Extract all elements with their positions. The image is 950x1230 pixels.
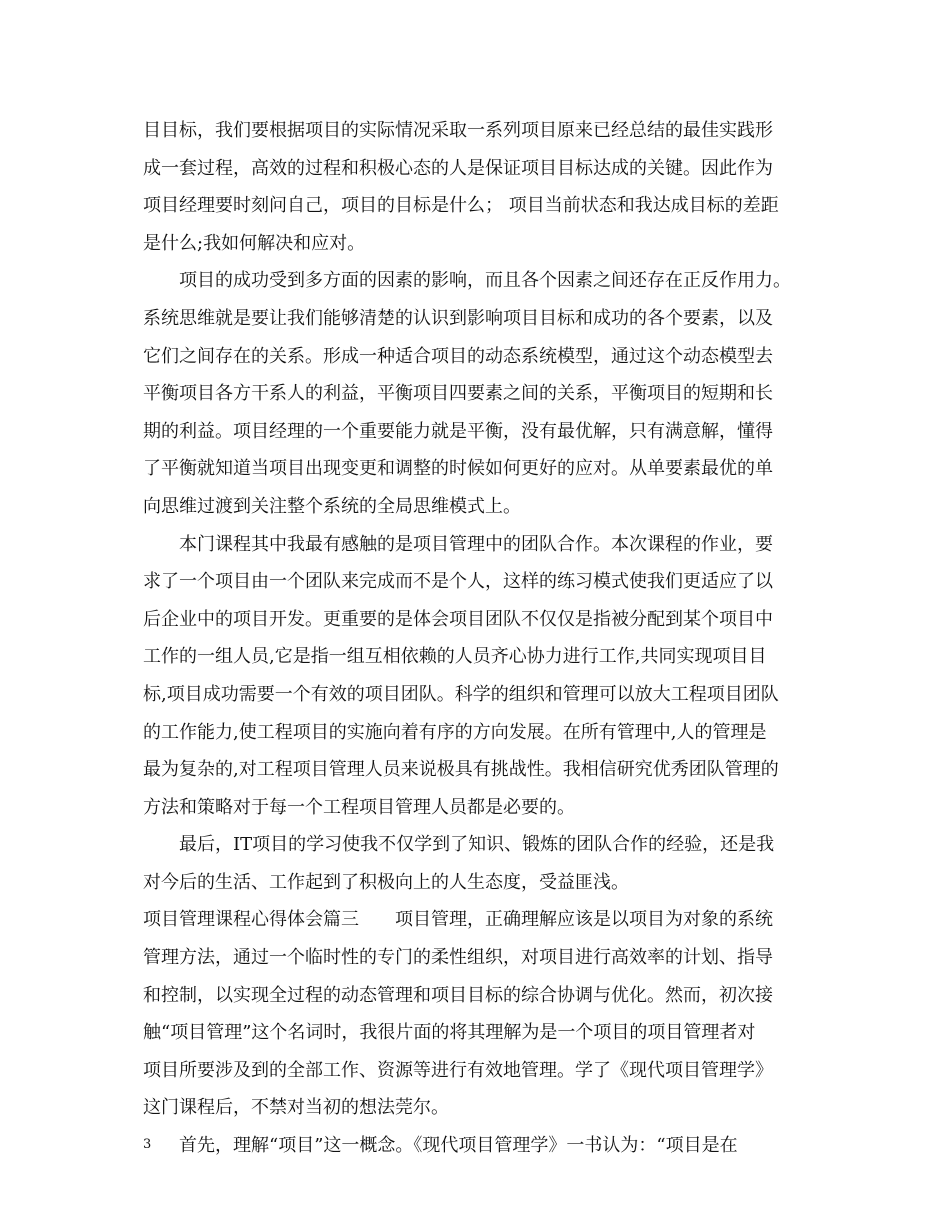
text-line-18: 最为复杂的,对工程项目管理人员来说极具有挑战性。我相信研究优秀团队管理的 [143,759,779,781]
text-line-19: 方法和策略对于每一个工程项目管理人员都是必要的。 [143,796,575,818]
text-line-8: 平衡项目各方干系人的利益，平衡项目四要素之间的关系，平衡项目的短期和长 [143,383,773,405]
section-first-text: 项目管理，正确理解应该是以项目为对象的系统 [395,909,773,931]
text-line-2: 成一套过程，高效的过程和积极心态的人是保证项目目标达成的关键。因此作为 [143,157,773,179]
paragraph-start-line-20: 最后，IT项目的学习使我不仅学到了知识、锻炼的团队合作的经验，还是我 [179,834,775,856]
text-line-17: 的工作能力,使工程项目的实施向着有序的方向发展。在所有管理中,人的管理是 [143,721,767,743]
document-body [143,112,815,1165]
text-line-14: 后企业中的项目开发。更重要的是体会项目团队不仅仅是指被分配到某个项目中 [143,608,773,630]
section-heading-line [143,901,815,939]
paragraph-start-line-28: 首先，理解“项目”这一概念。《现代项目管理学》一书认为：“项目是在 [179,1135,738,1157]
text-line-7: 它们之间存在的关系。形成一种适合项目的动态系统模型，通过这个动态模型去 [143,345,773,367]
paragraph-start-line-12: 本门课程其中我最有感触的是项目管理中的团队合作。本次课程的作业，要 [179,533,773,555]
text-line-26: 项目所要涉及到的全部工作、资源等进行有效地管理。学了《现代项目管理学》 [143,1059,773,1081]
text-line-9: 期的利益。项目经理的一个重要能力就是平衡，没有最优解，只有满意解，懂得 [143,420,773,442]
text-line-6: 系统思维就是要让我们能够清楚的认识到影响项目目标和成功的各个要素，以及 [143,307,773,329]
text-line-21: 对今后的生活、工作起到了积极向上的人生态度，受益匪浅。 [143,871,629,893]
text-line-23: 管理方法，通过一个临时性的专门的柔性组织，对项目进行高效率的计划、指导 [143,947,773,969]
text-line-24: 和控制，以实现全过程的动态管理和项目目标的综合协调与优化。然而，初次接 [143,984,773,1006]
text-line-16: 标,项目成功需要一个有效的项目团队。科学的组织和管理可以放大工程项目团队 [143,683,779,705]
text-line-13: 求了一个项目由一个团队来完成而不是个人，这样的练习模式使我们更适应了以 [143,571,773,593]
text-line-10: 了平衡就知道当项目出现变更和调整的时候如何更好的应对。从单要素最优的单 [143,458,773,480]
text-line-1: 目目标，我们要根据项目的实际情况采取一系列项目原来已经总结的最佳实践形 [143,120,773,141]
text-line-4: 是什么;我如何解决和应对。 [143,232,366,254]
page-number: 3 [143,1137,152,1152]
text-line-15: 工作的一组人员,它是指一组互相依赖的人员齐心协力进行工作,共同实现项目目 [143,646,767,668]
paragraph-start-line-5: 项目的成功受到多方面的因素的影响，而且各个因素之间还存在正反作用力。 [179,270,791,292]
text-line-11: 向思维过渡到关注整个系统的全局思维模式上。 [143,495,521,517]
text-line-25: 触“项目管理”这个名词时，我很片面的将其理解为是一个项目的项目管理者对 [143,1022,756,1044]
section-heading: 项目管理课程心得体会篇三 [143,909,359,931]
text-line-3: 项目经理要时刻问自己，项目的目标是什么； 项目当前状态和我达成目标的差距 [143,195,779,217]
text-line-27: 这门课程后，不禁对当初的想法莞尔。 [143,1097,449,1119]
